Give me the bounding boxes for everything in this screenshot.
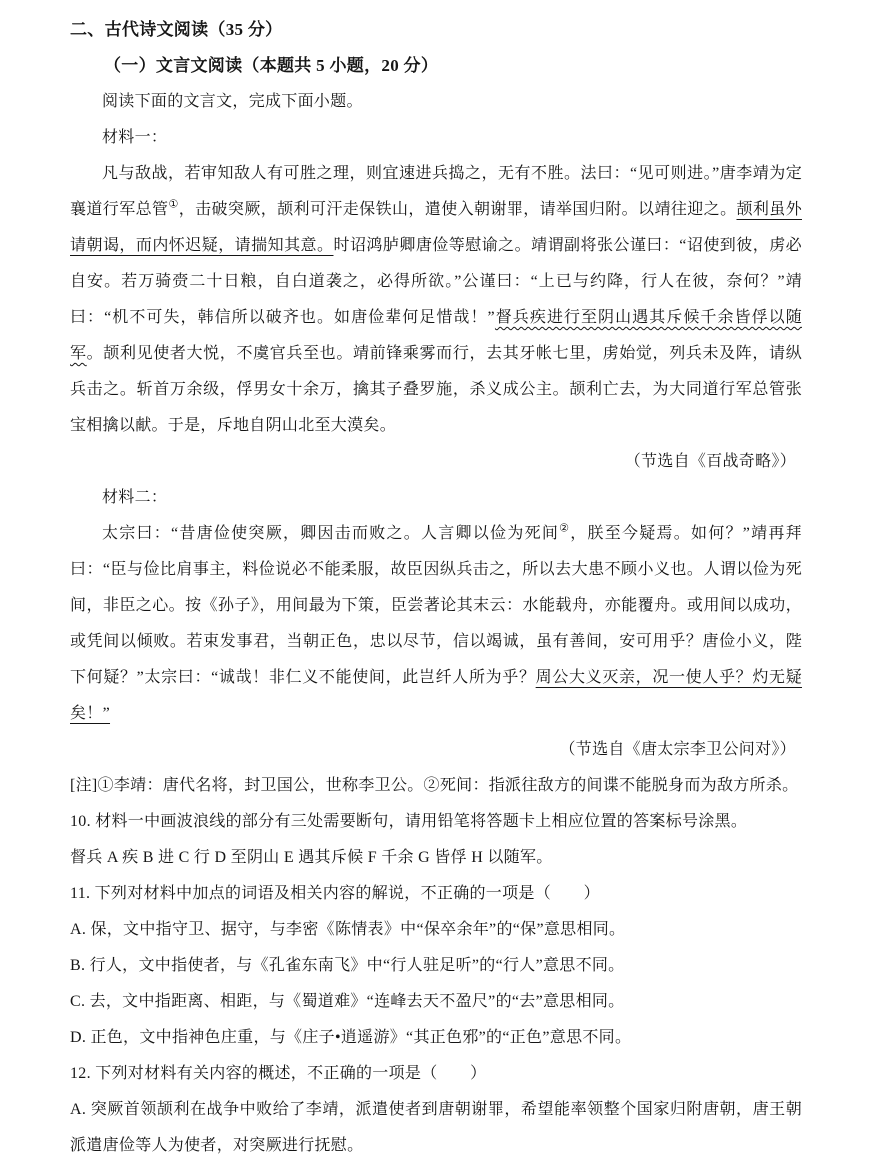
text-run: 。颉利见使者大悦，不虞官兵至也。靖前锋乘雾而行，去其牙帐七里，虏始觉，列兵未及阵，请纵兵击之。斩首万余级，俘男女十余万，擒其子叠罗施，杀义成公主。颉利亡去，为大同道行军总管张宝相擒以献。于是，斥地自阴山北至大漠矣。 [70,345,802,434]
material1-source: （节选自《百战奇略》） [624,453,796,470]
text-run: ，朕至今疑焉。如何？”靖再拜曰：“臣与俭比肩事主，料俭说必不能柔服，故臣因纵兵击之，所以去大患不顾小义也。人谓以俭为死间，非臣之心。按《孙子》，用间最为下策，臣尝著论其末云：水能载舟，亦能覆舟。或用间以成功，或凭间以倾败。若束发事君，当朝正色，忠以尽节，信以竭诚，虽有善间，安可用乎？唐俭小义，陛下何疑？”太宗曰：“诚哉！非仁义不能使间，此岂纤人所为乎？ [70,525,802,686]
material2-source: （节选自《唐太宗李卫公问对》） [559,741,796,758]
instruction: 阅读下面的文言文，完成下面小题。 [102,93,363,110]
subsection-title: （一）文言文阅读（本题共 5 小题，20 分） [104,56,439,75]
footnote: [注]①李靖：唐代名将，封卫国公，世称李卫公。②死间：指派往敌方的间谍不能脱身而为敌方所杀。 [70,777,799,794]
wavy-underlined-clause: 督兵疾进行至阴山遇其斥候千余皆俘以随军 [70,309,802,362]
material2-paragraph [70,516,802,732]
footnote-marker-2: ② [559,522,571,535]
q10-stem: 10. 材料一中画波浪线的部分有三处需要断句，请用铅笔将答题卡上相应位置的答案标号涂黑。 [70,813,748,830]
underlined-clause: 颉利虽外请朝谒，而内怀迟疑，请揣知其意。 [70,201,802,254]
q12-option-a: A. 突厥首领颉利在战争中败给了李靖，派遣使者到唐朝谢罪，希望能率领整个国家归附唐朝，唐王朝派遣唐俭等人为使者，对突厥进行抚慰。 [70,1101,802,1154]
q11-option-a: A. 保，文中指守卫、据守，与李密《陈情表》中“保卒余年”的“保”意思相同。 [70,921,626,938]
material1-label: 材料一： [102,129,168,146]
material1-paragraph [70,156,802,444]
material2-label: 材料二： [102,489,168,506]
text-run: 时诏鸿胪卿唐俭等慰谕之。靖谓副将张公谨曰：“诏使到彼，虏必自安。若万骑赍二十日粮，自白道袭之，必得所欲。”公谨曰：“上已与约降，行人在彼，奈何？”靖曰：“机不可失，韩信所以破齐也。如唐俭辈何足惜哉！” [70,237,802,326]
exam-page [70,12,802,1164]
q11-option-d: D. 正色，文中指神色庄重，与《庄子•逍遥游》“其正色邪”的“正色”意思不同。 [70,1029,632,1046]
section-title: 二、古代诗文阅读（35 分） [70,20,283,39]
text-run: 太宗曰：“昔唐俭使突厥，卿因击而败之。人言卿以俭为死间 [102,525,560,542]
q11-option-b: B. 行人，文中指使者，与《孔雀东南飞》中“行人驻足听”的“行人”意思不同。 [70,957,625,974]
q12-stem: 12. 下列对材料有关内容的概述，不正确的一项是（ ） [70,1065,487,1082]
q11-stem: 11. 下列对材料中加点的词语及相关内容的解说，不正确的一项是（ ） [70,885,600,902]
underlined-clause: 周公大义灭亲，况一使人乎？灼无疑矣！” [70,669,802,722]
footnote-marker-1: ① [168,198,179,211]
q10-segmentation-line: 督兵 A 疾 B 进 C 行 D 至阴山 E 遇其斥候 F 千余 G 皆俘 H 以随军。 [70,849,553,866]
text-run: ，击破突厥，颉利可汗走保铁山，遣使入朝谢罪，请举国归附。以靖往迎之。 [178,201,737,218]
q11-option-c: C. 去，文中指距离、相距，与《蜀道难》“连峰去天不盈尺”的“去”意思相同。 [70,993,625,1010]
text-run: 凡与敌战，若审知敌人有可胜之理，则宜速进兵捣之，无有不胜。法曰：“见可则进。”唐李靖为定襄道行军总管 [70,165,802,218]
